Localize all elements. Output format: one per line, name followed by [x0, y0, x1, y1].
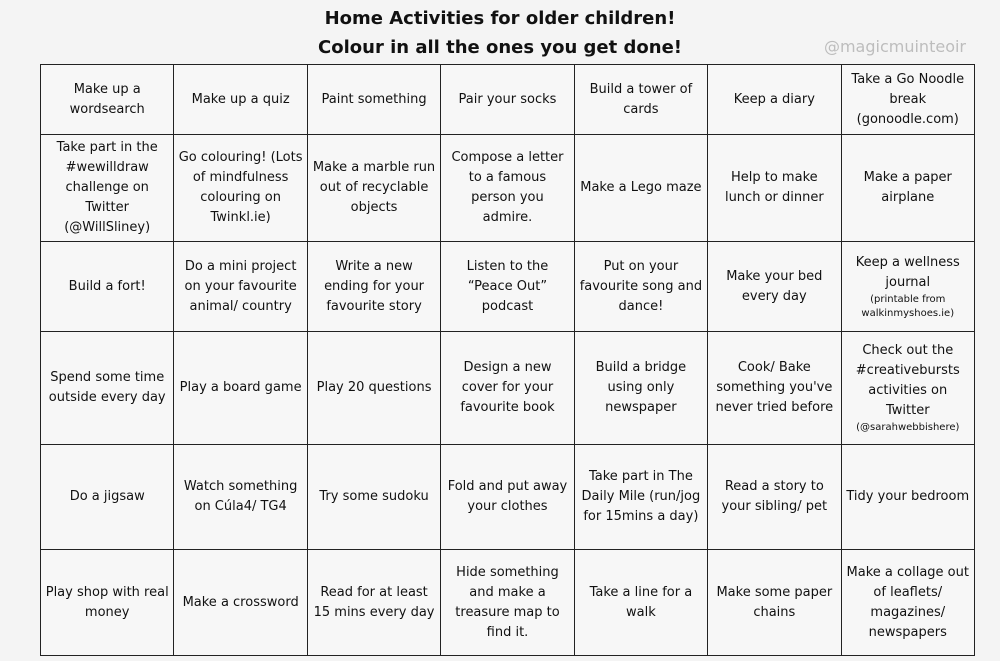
- cell-note: (@sarahwebbishere): [856, 422, 960, 433]
- grid-cell[interactable]: Listen to the “Peace Out” podcast: [441, 242, 574, 332]
- grid-cell[interactable]: Make up a quiz: [174, 65, 307, 135]
- grid-cell[interactable]: Take part in The Daily Mile (run/jog for 15mins a day): [574, 445, 707, 550]
- grid-cell[interactable]: Do a jigsaw: [41, 445, 174, 550]
- grid-cell[interactable]: Do a mini project on your favourite animal/ country: [174, 242, 307, 332]
- grid-cell[interactable]: Take a Go Noodle break (gonoodle.com): [841, 65, 974, 135]
- grid-cell[interactable]: Play shop with real money: [41, 550, 174, 656]
- grid-cell[interactable]: Make a paper airplane: [841, 135, 974, 242]
- grid-row: [41, 550, 975, 656]
- grid-cell[interactable]: Play 20 questions: [307, 332, 440, 445]
- grid-cell-wellness[interactable]: [841, 242, 974, 332]
- grid-cell[interactable]: Build a fort!: [41, 242, 174, 332]
- grid-cell[interactable]: Put on your favourite song and dance!: [574, 242, 707, 332]
- cell-main-text: Keep a wellness journal: [855, 254, 960, 290]
- grid-cell[interactable]: Tidy your bedroom: [841, 445, 974, 550]
- grid-cell[interactable]: Make a collage out of leaflets/ magazines/ newspapers: [841, 550, 974, 656]
- grid-cell-creative[interactable]: [841, 332, 974, 445]
- grid-cell[interactable]: Compose a letter to a famous person you admire.: [441, 135, 574, 242]
- grid-row: [41, 135, 975, 242]
- grid-row: [41, 445, 975, 550]
- grid-cell[interactable]: Keep a diary: [708, 65, 841, 135]
- activity-grid: [40, 64, 975, 656]
- grid-cell[interactable]: Make your bed every day: [708, 242, 841, 332]
- title-line-2: Colour in all the ones you get done!: [318, 37, 682, 58]
- grid-cell[interactable]: Take part in the #wewilldraw challenge on Twitter (@WillSliney): [41, 135, 174, 242]
- grid-cell[interactable]: Build a bridge using only newspaper: [574, 332, 707, 445]
- grid-cell[interactable]: Make a crossword: [174, 550, 307, 656]
- grid-row: [41, 332, 975, 445]
- grid-cell[interactable]: Go colouring! (Lots of mindfulness colouring on Twinkl.ie): [174, 135, 307, 242]
- grid-cell[interactable]: Watch something on Cúla4/ TG4: [174, 445, 307, 550]
- grid-cell[interactable]: Try some sudoku: [307, 445, 440, 550]
- grid-cell[interactable]: Make up a wordsearch: [41, 65, 174, 135]
- grid-row: [41, 242, 975, 332]
- grid-cell[interactable]: Take a line for a walk: [574, 550, 707, 656]
- grid-cell[interactable]: Pair your socks: [441, 65, 574, 135]
- grid-cell[interactable]: Design a new cover for your favourite book: [441, 332, 574, 445]
- grid-cell[interactable]: Write a new ending for your favourite story: [307, 242, 440, 332]
- cell-note: (printable from walkinmyshoes.ie): [861, 293, 955, 319]
- grid-cell[interactable]: Make some paper chains: [708, 550, 841, 656]
- grid-cell[interactable]: Help to make lunch or dinner: [708, 135, 841, 242]
- cell-main-text: Check out the #creativebursts activities on Twitter: [855, 343, 960, 418]
- grid-cell[interactable]: Cook/ Bake something you've never tried before: [708, 332, 841, 445]
- grid-cell[interactable]: Spend some time outside every day: [41, 332, 174, 445]
- grid-cell[interactable]: Hide something and make a treasure map to find it.: [441, 550, 574, 656]
- grid-cell[interactable]: Make a Lego maze: [574, 135, 707, 242]
- grid-cell[interactable]: Make a marble run out of recyclable objects: [307, 135, 440, 242]
- watermark: @magicmuinteoir: [823, 37, 966, 56]
- grid-row: [41, 65, 975, 135]
- grid-cell[interactable]: Read a story to your sibling/ pet: [708, 445, 841, 550]
- grid-cell[interactable]: Read for at least 15 mins every day: [307, 550, 440, 656]
- title-line-1: Home Activities for older children!: [324, 8, 676, 29]
- grid-cell[interactable]: Play a board game: [174, 332, 307, 445]
- grid-cell[interactable]: Fold and put away your clothes: [441, 445, 574, 550]
- grid-cell[interactable]: Build a tower of cards: [574, 65, 707, 135]
- grid-cell[interactable]: Paint something: [307, 65, 440, 135]
